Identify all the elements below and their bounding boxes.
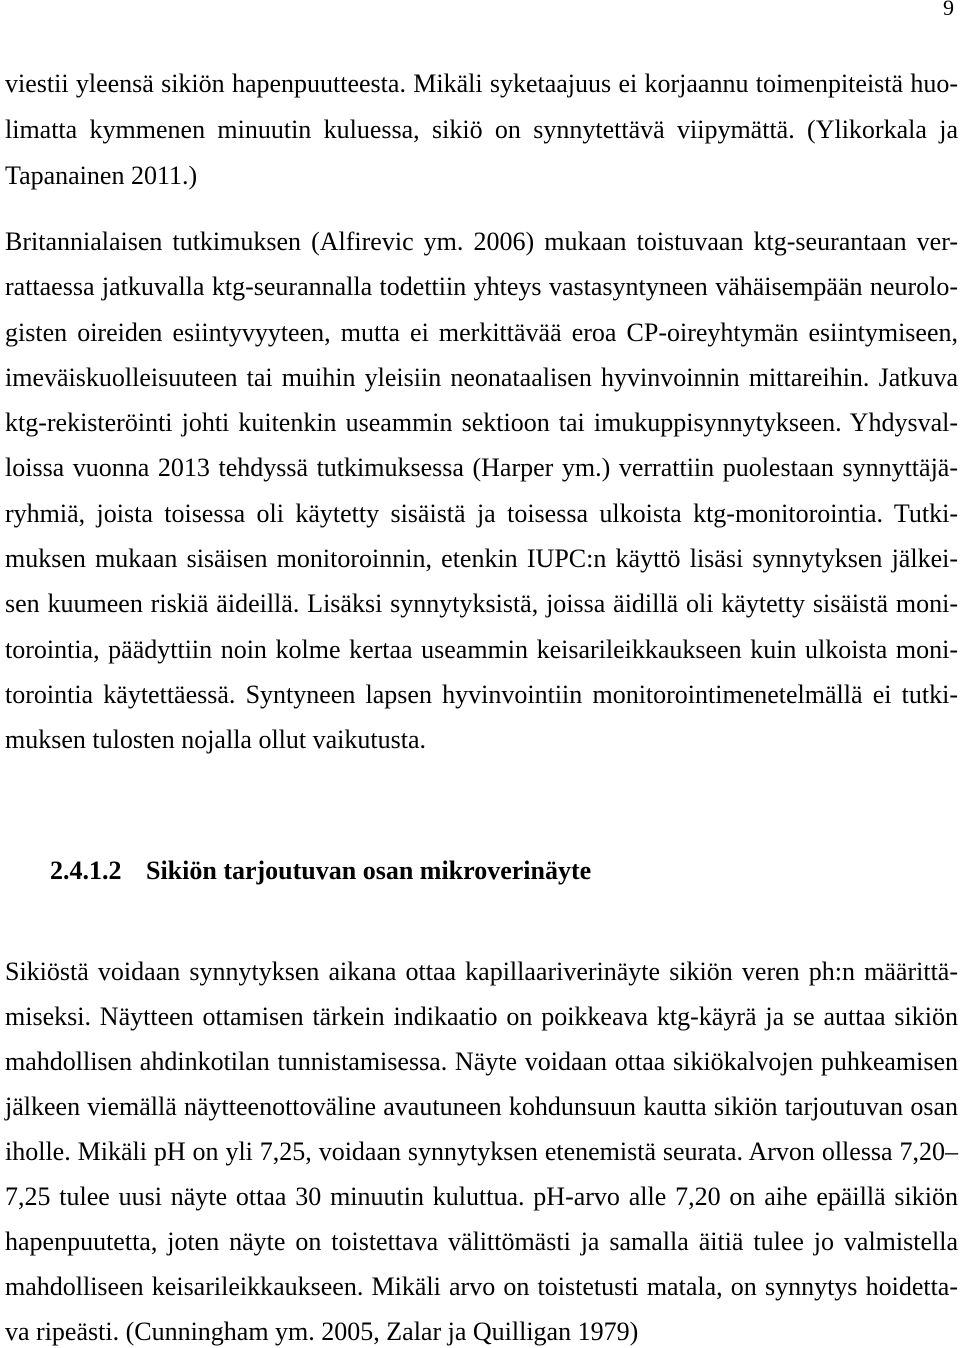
text-line: mahdolliseen keisarileikkaukseen. Mikäli arvo on toistetusti matala, on synnytys hoidetta- bbox=[5, 1272, 958, 1301]
page-number: 9 bbox=[943, 0, 954, 20]
text-line: iholle. Mikäli pH on yli 7,25, voidaan synnytyksen etenemistä seurata. Arvon ollessa 7,20– bbox=[5, 1137, 958, 1166]
text-line: loissa vuonna 2013 tehdyssä tutkimuksessa (Harper ym.) verrattiin puolestaan synnyttäjä- bbox=[5, 453, 958, 483]
text-line: Tapanainen 2011.) bbox=[5, 161, 198, 190]
section-heading bbox=[0, 857, 960, 885]
section-title: Sikiön tarjoutuvan osan mikroverinäyte bbox=[146, 856, 592, 885]
text-line: limatta kymmenen minuutin kuluessa, sikiö on synnytettävä viipymättä. (Ylikorkala ja bbox=[5, 115, 958, 144]
text-line: torointia käytettäessä. Syntyneen lapsen hyvinvointiin monitorointimenetelmällä ei tutki- bbox=[5, 679, 958, 709]
text-line: miseksi. Näytteen ottamisen tärkein indikaatio on poikkeava ktg-käyrä ja se auttaa sikiön bbox=[5, 1002, 958, 1031]
text-line: Britannialaisen tutkimuksen (Alfirevic ym. 2006) mukaan toistuvaan ktg-seurantaan ver- bbox=[5, 227, 958, 256]
text-line: hapenpuutetta, joten näyte on toistettava välittömästi ja samalla äitiä tulee jo valmistella bbox=[5, 1227, 958, 1256]
text-line: viestii yleensä sikiön hapenpuutteesta. Mikäli syketaajuus ei korjaannu toimenpiteistä huo- bbox=[5, 69, 958, 98]
text-line: imeväiskuolleisuuteen tai muihin yleisiin neonataalisen hyvinvoinnin mittareihin. Jatkuva bbox=[5, 362, 958, 392]
text-line: Sikiöstä voidaan synnytyksen aikana ottaa kapillaariverinäyte sikiön veren ph:n määrittä- bbox=[5, 957, 958, 986]
text-line: ktg-rekisteröinti johti kuitenkin useammin sektioon tai imukuppisynnytykseen. Yhdysval- bbox=[5, 408, 958, 438]
text-line: mahdollisen ahdinkotilan tunnistamisessa. Näyte voidaan ottaa sikiökalvojen puhkeamisen bbox=[5, 1047, 958, 1076]
text-line: rattaessa jatkuvalla ktg-seurannalla todettiin yhteys vastasyntyneen vähäisempään neurolo- bbox=[5, 272, 958, 302]
text-line: gisten oireiden esiintyvyyteen, mutta ei merkittävää eroa CP-oireyhtymän esiintymiseen, bbox=[5, 317, 958, 347]
text-line: ryhmiä, joista toisessa oli käytetty sisäistä ja toisessa ulkoista ktg-monitorointia. Tutki- bbox=[5, 498, 958, 528]
section-number: 2.4.1.2 bbox=[50, 856, 122, 885]
paragraph bbox=[5, 958, 958, 1346]
text-line: jälkeen viemällä näytteenottoväline avautuneen kohdunsuun kautta sikiön tarjoutuvan osan bbox=[5, 1092, 958, 1121]
text-line: 7,25 tulee uusi näyte ottaa 30 minuutin kuluttua. pH-arvo alle 7,20 on aihe epäillä sikiön bbox=[5, 1182, 958, 1211]
paragraph bbox=[5, 228, 958, 754]
text-line: muksen mukaan sisäisen monitoroinnin, etenkin IUPC:n käyttö lisäsi synnytyksen jälkei- bbox=[5, 544, 958, 574]
text-line: va ripeästi. (Cunningham ym. 2005, Zalar ja Quilligan 1979) bbox=[5, 1317, 639, 1346]
text-line: torointia, päädyttiin noin kolme kertaa useammin keisarileikkaukseen kuin ulkoista moni- bbox=[5, 634, 958, 664]
paragraph bbox=[5, 70, 958, 190]
text-line: sen kuumeen riskiä äideillä. Lisäksi synnytyksistä, joissa äidillä oli käytetty sisäistä moni- bbox=[5, 589, 958, 619]
text-line: muksen tulosten nojalla ollut vaikutusta. bbox=[5, 725, 427, 755]
